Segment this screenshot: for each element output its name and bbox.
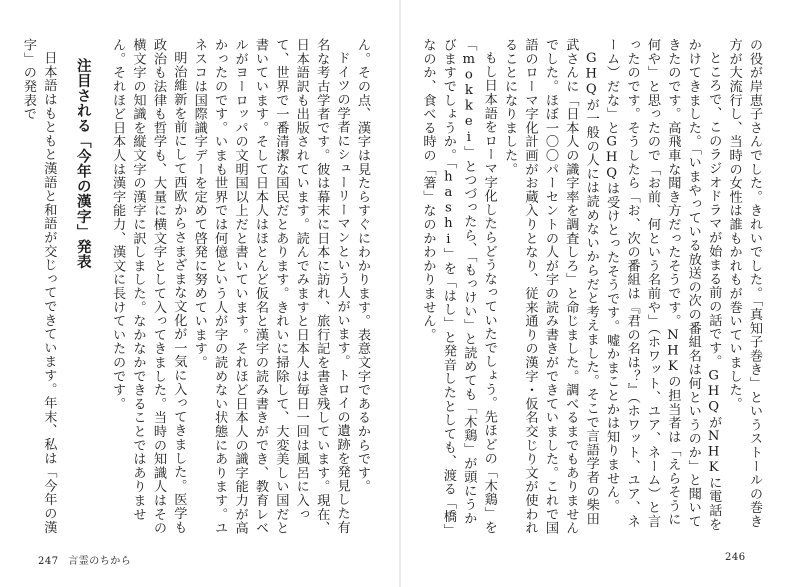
paragraph: 日本語はもともと漢語と和語が交じってできています。年末、私は「今年の漢字」の発表で	[20, 38, 57, 535]
paragraph: GHQが一般の人には読めないからだと考えました。そこで言語学者の柴田武さんに「日本人の識字率を調査しろ」と命じました。調べるまでもありませんでした。ほぼ一〇〇パーセントの人が字の読み書きができていました。これで国語のローマ字化計画がお蔵入りとなり、従来通りの漢字・仮名交じり文が使われることになりました。	[502, 38, 599, 535]
paragraph: 明治維新を前にして西欧からさまざまな文化が一気に入ってきました。医学も政治も法律も哲学も、大量に横文字として入ってきました。当時の知識人はその横文字の知識を縦文字の漢字に訳しました。なかなかできることではありません。それほど日本人は漢字能力、漢文に長けていたのです。	[110, 38, 187, 535]
left-page	[20, 38, 372, 538]
left-page-text	[20, 38, 372, 538]
right-page-text	[420, 38, 764, 538]
paragraph: ん。その点、漢字は見たらすぐにわかります。表意文字であるからです。	[355, 38, 370, 494]
paragraph: もし日本語をローマ字化したらどうなっていたでしょう。先ほどの「木鶏」を「mokkei」とつづったら、「もっけい」と読めても「木鶏」が頭にうかびますでしょうか。「hashi」を「はし」と発音したとしても、渡る「橋」なのか、食べる時の「箸」なのかわかりません。	[420, 38, 497, 538]
page-gutter	[399, 0, 401, 587]
paragraph: ドイツの学者にシューリーマンという人がいます。トロイの遺跡を発見した有名な考古学者です。彼は幕末に日本に訪れ、旅行記を書き残しています。現在、日本語訳も出版されています。読んでみますと日本人は毎日一回は風呂に入って、世界で一番清潔な国民だとあります。きれいに掃除して、大変美しい国だと書いています。そして日本人はほとんど仮名と漢字の読み書きができ、教育レベルがヨーロッパの文明国以上だと書いています。それほど日本人の識字能力が高かったのです。いまも世界では何億という人が字の読めない状態にあります。ユネスコは国際識字デーを定めて啓発に努めています。	[191, 38, 350, 535]
page-number: 246	[725, 552, 746, 563]
running-title: 言霊のちから	[68, 556, 132, 567]
right-page-footer	[725, 552, 746, 563]
right-page	[420, 38, 764, 538]
page-number: 247	[38, 556, 59, 567]
section-heading: 注目される「今年の漢字」発表	[74, 58, 91, 270]
paragraph: の役が岸恵子さんでした。きれいでした。「真知子巻き」というストールの巻き方が大流行し、当時の女性は誰もかれもが巻いていました。	[726, 38, 762, 529]
paragraph: ところで、このラジオドラマが始まる前の話です。GHQがNHKに電話をかけてきました。「いまやっている放送の次の番組名は何というのか」と聞いてきたのです。高飛車な聞き方だったそうです。NHKの担当者は「えらそうに何や」と思ったので「お前、何という名前や」（ホワット、ユア、ネーム）と言ったのです。そうしたら「お、次の番組は『君の名は？』（ホワット、ユア、ネーム）だな」とGHQは受けとったそうです。嘘かまことかは知りません。	[604, 38, 722, 532]
left-page-footer	[38, 552, 131, 567]
